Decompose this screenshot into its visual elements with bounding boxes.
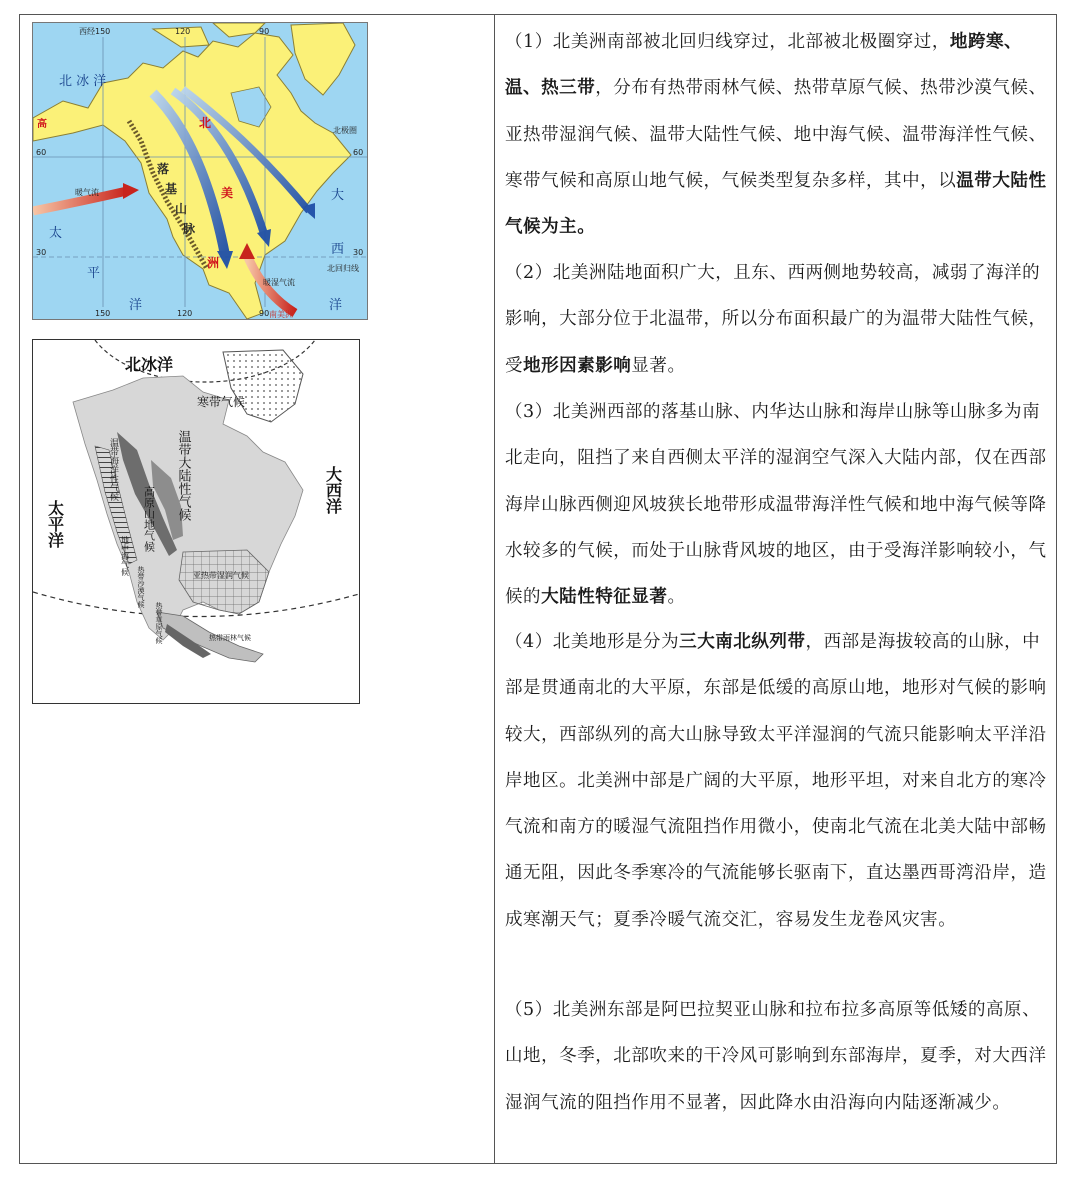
label-lon-150-bottom: 150 [95,309,111,318]
label-rockies-1: 落 [157,162,170,176]
paragraph-number: （3） [505,402,553,422]
label-warm-moist: 暖湿气流 [263,278,295,287]
paragraph-emphasis: 三大南北纵列带 [679,632,806,652]
label-marine: 温带海洋性气候 [108,438,118,501]
label-rockies-2: 基 [165,182,178,196]
label-rockies-4: 脉 [183,222,196,236]
paragraph-text: 北美洲西部的落基山脉、内华达山脉和海岸山脉等山脉多为南北走向，阻挡了来自西侧太平洋的湿润空气深入大陆内部，仅在西部海岸山脉西侧迎风坡狭长地带形成温带海洋性气候和地中海气候等降水较多的气候，而处于山脉背风坡的地区，由于受海洋影响较小，气候的 [505,402,1047,608]
label-atlantic-1: 大 [331,188,345,203]
airflow-map-svg [33,23,367,319]
label-high: 高 [37,119,47,130]
climate-zones-map-svg [33,340,359,703]
label-rockies-3: 山 [175,202,188,216]
label-lon-150-top: 西经150 [79,27,111,36]
greenland-zone [223,350,303,422]
label-arctic-ocean: 北 冰 洋 [59,74,107,89]
label-pacific-1: 太 [49,226,63,241]
label-warm-current: 暖气流 [75,188,99,197]
label-continent-3: 洲 [207,256,220,270]
label-pacific-3: 洋 [129,298,143,313]
paragraph-text: 显著。 [631,355,686,376]
label-savanna: 热带草原气候 [155,602,163,644]
content-table [19,14,1057,1164]
label-rainforest: 热带雨林气候 [209,634,251,642]
label-atlantic-2: 西 [331,242,345,257]
paragraph-emphasis: 温带大陆性气候为主。 [505,170,1047,238]
greenland-land [291,23,355,95]
label-continental: 温带大陆性气候 [175,430,191,521]
paragraph-emphasis: 地形因素影响 [523,355,632,376]
paragraph-2 [505,250,1050,389]
paragraph-text: 北美洲陆地面积广大，且东、西两侧地势较高，减弱了海洋的影响，大部分位于北温带，所以分布面积最广的为温带大陆性气候，受 [505,263,1047,376]
label-continent-1: 北 [199,116,212,130]
paragraph-text: ，西部是海拔较高的山脉，中部是贯通南北的大平原，东部是低缓的高原山地，地形对气候的影响较大，西部纵列的高大山脉导致太平洋湿润的气流只能影响太平洋沿岸地区。北美洲中部是广阔的大平原，地形平坦，对来自北方的寒冷气流和南方的暖湿气流阻挡作用微小，使南北气流在北美大陆中部畅通无阻，因此冬季寒冷的气流能够长驱南下，直达墨西哥湾沿岸，造成寒潮天气；夏季冷暖气流交汇，容易发生龙卷风灾害。 [505,632,1047,930]
paragraph-text: 北美洲东部是阿巴拉契亚山脉和拉布拉多高原等低矮的高原、山地，冬季，北部吹来的干冷风可影响到东部海岸，夏季，对大西洋湿润气流的阻挡作用不显著，因此降水由沿海向内陆逐渐减少。 [505,1000,1047,1113]
paragraph-number: （4） [505,632,553,652]
paragraph-emphasis: 地跨寒、温、热三带 [505,32,1023,99]
paragraph-number: （5） [505,1000,553,1020]
label-lon-120-bottom: 120 [177,309,193,318]
text-column [495,15,1056,1163]
paragraph-text: 。 [667,587,686,608]
label-desert: 热带沙漠气候 [137,566,145,608]
paragraph-1 [505,19,1050,250]
climate-zones-map [32,339,360,704]
label-pacific-2: 平 [87,266,101,281]
label-lat-60-right: 60 [353,148,364,157]
label-subtropical: 亚热带湿润气候 [193,571,249,580]
label-tropic: 北回归线 [327,264,359,273]
label-lon-120-top: 120 [175,27,191,36]
paragraph-4 [505,619,1050,943]
label-lon-90-top: 90 [259,27,270,36]
figure-column [20,15,494,1163]
label-lat-60-left: 60 [36,148,47,157]
airflow-map [32,22,368,320]
label-arctic-circle: 北极圈 [333,126,357,135]
label-lat-30-right: 30 [353,248,364,257]
label-lat-30-left: 30 [36,248,47,257]
label-arctic-ocean: 北冰洋 [125,355,174,374]
paragraph-emphasis: 大陆性特征显著 [541,587,668,608]
label-pacific: 太平洋 [45,500,65,548]
label-lon-90-bottom: 90 [259,309,270,318]
paragraph-text: 北美地形是分为 [552,632,680,652]
label-continent-2: 美 [221,186,234,200]
paragraph-3 [505,389,1050,620]
label-tundra: 寒带气候 [197,395,246,409]
paragraph-text: 北美洲南部被北回归线穿过，北部被北极圈穿过， [552,32,950,52]
label-atlantic: 大西洋 [323,466,343,514]
label-mediterranean: 地中海气候 [120,536,130,576]
label-atlantic-3: 洋 [329,298,343,313]
paragraph-number: （1） [505,32,553,52]
paragraph-text: ，分布有热带雨林气候、热带草原气候、热带沙漠气候、亚热带湿润气候、温带大陆性气候、地中海气候、温带海洋性气候、寒带气候和高原山地气候，气候类型复杂多样，其中，以 [505,78,1047,191]
label-south-america: 南美洲 [269,310,293,319]
label-highland: 高原山地气候 [142,486,156,552]
paragraph-5 [505,987,1050,1126]
paragraph-number: （2） [505,263,553,283]
